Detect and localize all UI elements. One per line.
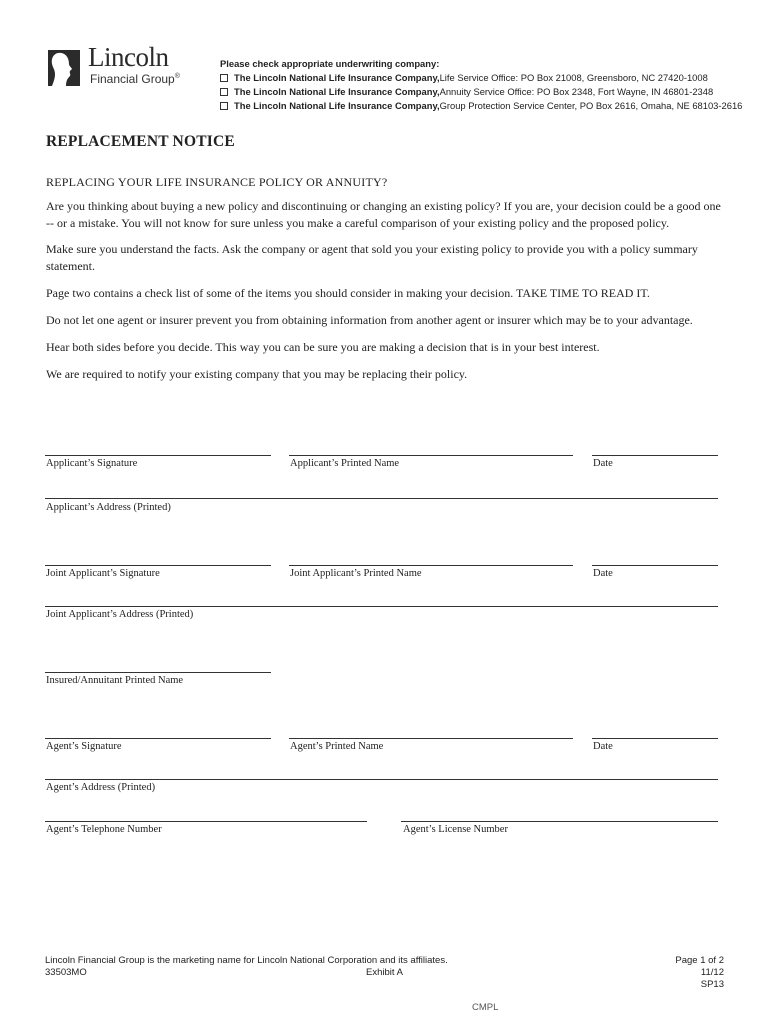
footer-cmpl: CMPL <box>472 1002 499 1013</box>
footer-code: SP13 <box>700 979 724 990</box>
joint-signature-label: Joint Applicant’s Signature <box>46 568 160 579</box>
agent-printed-name-line[interactable] <box>289 738 573 739</box>
agent-signature-label: Agent’s Signature <box>46 741 122 752</box>
paragraph-comparison: Are you thinking about buying a new policy and discontinuing or changing an existing policy? If you are, your decision could be a good one -- or a mistake. You will not know for sure unless you make a careful comparison of your existing policy and the proposed policy. <box>46 199 721 230</box>
agent-date-line[interactable] <box>592 738 718 739</box>
logo-subname: Financial Group® <box>90 72 180 86</box>
agent-license-line[interactable] <box>401 821 718 822</box>
joint-address-line[interactable] <box>45 606 718 607</box>
annuity-service-checkbox[interactable] <box>220 88 228 96</box>
agent-address-label: Agent’s Address (Printed) <box>46 782 156 793</box>
joint-date-label: Date <box>593 568 613 579</box>
paragraph-both-sides: Hear both sides before you decide. This way you can be sure you are making a decision that is in your best interest. <box>46 340 600 354</box>
agent-printed-name-label: Agent’s Printed Name <box>290 741 384 752</box>
joint-date-line[interactable] <box>592 565 718 566</box>
underwriting-option-annuity[interactable]: The Lincoln National Life Insurance Company, Annuity Service Office: PO Box 2348, Fort Wayne, IN 46801-2348 <box>220 85 742 99</box>
page-title: REPLACEMENT NOTICE <box>46 133 235 150</box>
underwriting-option-life[interactable]: The Lincoln National Life Insurance Company, Life Service Office: PO Box 21008, Greensboro, NC 27420-1008 <box>220 71 742 85</box>
paragraph-facts: Make sure you understand the facts. Ask the company or agent that sold you your existing policy to provide you with a policy summary statement. <box>46 242 698 273</box>
joint-signature-line[interactable] <box>45 565 271 566</box>
paragraph-checklist: Page two contains a check list of some of the items you should consider in making your decision. TAKE TIME TO READ IT. <box>46 286 650 300</box>
footer-marketing: Lincoln Financial Group is the marketing name for Lincoln National Corporation and its affiliates. <box>45 955 448 966</box>
applicant-address-label: Applicant’s Address (Printed) <box>46 502 171 513</box>
underwriting-company-section <box>220 57 742 113</box>
footer-date: 11/12 <box>700 967 724 978</box>
applicant-printed-name-label: Applicant’s Printed Name <box>290 458 400 469</box>
group-protection-checkbox[interactable] <box>220 102 228 110</box>
footer-page: Page 1 of 2 <box>675 955 724 966</box>
footer-exhibit: Exhibit A <box>366 967 403 978</box>
applicant-signature-label: Applicant’s Signature <box>46 458 138 469</box>
joint-printed-name-line[interactable] <box>289 565 573 566</box>
underwriting-option-group[interactable]: The Lincoln National Life Insurance Company, Group Protection Service Center, PO Box 2616, Omaha, NE 68103-2616 <box>220 99 742 113</box>
footer-form-number: 33503MO <box>45 967 87 978</box>
paragraph-other-agents: Do not let one agent or insurer prevent you from obtaining information from another agent or insurer which may be to your advantage. <box>46 313 693 327</box>
agent-signature-line[interactable] <box>45 738 271 739</box>
page-subtitle: REPLACING YOUR LIFE INSURANCE POLICY OR ANNUITY? <box>46 175 388 189</box>
applicant-date-label: Date <box>593 458 613 469</box>
agent-license-label: Agent’s License Number <box>403 824 508 835</box>
underwriting-title: Please check appropriate underwriting company: <box>220 58 440 69</box>
applicant-date-line[interactable] <box>592 455 718 456</box>
applicant-address-line[interactable] <box>45 498 718 499</box>
applicant-printed-name-line[interactable] <box>289 455 573 456</box>
applicant-signature-line[interactable] <box>45 455 271 456</box>
agent-date-label: Date <box>593 741 613 752</box>
agent-address-line[interactable] <box>45 779 718 780</box>
lincoln-profile-icon <box>44 46 84 90</box>
insured-name-label: Insured/Annuitant Printed Name <box>46 675 184 686</box>
insured-name-line[interactable] <box>45 672 271 673</box>
paragraph-notify: We are required to notify your existing company that you may be replacing their policy. <box>46 367 468 381</box>
joint-address-label: Joint Applicant’s Address (Printed) <box>46 609 194 620</box>
company-logo <box>44 44 184 94</box>
life-service-checkbox[interactable] <box>220 74 228 82</box>
agent-phone-label: Agent’s Telephone Number <box>46 824 162 835</box>
logo-name: Lincoln <box>88 42 169 72</box>
agent-phone-line[interactable] <box>45 821 367 822</box>
joint-printed-name-label: Joint Applicant’s Printed Name <box>290 568 422 579</box>
